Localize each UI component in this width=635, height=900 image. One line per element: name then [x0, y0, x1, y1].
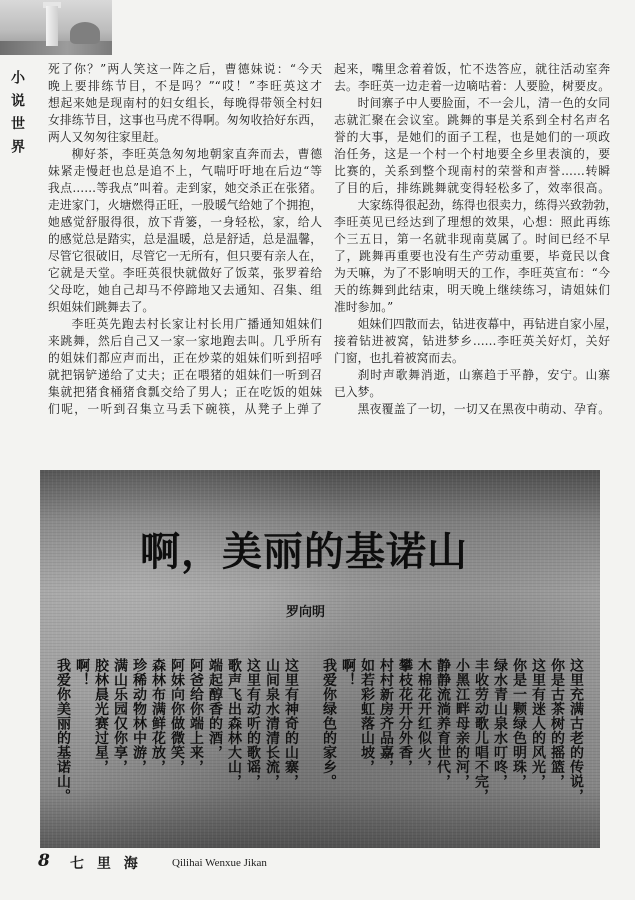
story-line: 天的练舞到此结束，明天晚上继续练习，请姐妹们: [334, 283, 610, 297]
story-line: 就把锅铲递给了丈夫；正在喂猪的姐妹们一听到召: [48, 368, 322, 382]
story-right-column: [334, 61, 618, 418]
story-line: 姐妹们四散而去，钻进夜幕中，再钻进自家小屋，: [357, 317, 618, 331]
story-line: 来跳舞，然后自己又一家一家地跑去叫。几乎所有: [48, 334, 322, 348]
lighthouse-icon: [46, 6, 58, 46]
poem-line: 你是古茶树的摇篮，: [549, 658, 565, 789]
header-photo: [0, 0, 112, 55]
story-line: 走进家门，火塘燃得正旺，一股暖气给她了个拥抱，: [48, 198, 322, 212]
story-line: 晚上要排练节目，不是吗？”“哎！”李旺英这才: [48, 79, 322, 93]
story-line: 准时参加。”: [334, 300, 394, 314]
story-line: 织姐妹们跳舞去了。: [48, 300, 155, 314]
poem-line: 这里有神奇的山寨，: [283, 658, 299, 789]
poem-stanza-left: [53, 658, 300, 818]
story-line: 妹紧走慢赶也总是追不上，气喘吁吁地在后边“等: [48, 164, 322, 178]
poem-title: 啊，美丽的基诺山: [140, 529, 468, 575]
story-line: 两人又匆匆往家里赶。: [48, 130, 166, 144]
story-line: 时间寨子中人要脸面，不一会儿，清一色的女同: [357, 96, 610, 110]
poem-block: [40, 470, 600, 848]
poem-line: 我爱你美丽的基诺山。: [55, 658, 71, 803]
magazine-name: 七 里 海: [70, 856, 142, 872]
poem-line: 丰收劳动歌儿唱不完，: [473, 658, 489, 803]
poem-line: 你是一颗绿色明珠，: [511, 658, 527, 789]
poem-line: 小黑江畔母亲的河，: [454, 658, 470, 789]
section-label: 小说世界: [9, 70, 25, 162]
story-line: 誉的大事，是她们的面子工程，也是她们的一项政: [334, 130, 610, 144]
poem-line: 啊！: [340, 658, 356, 687]
poem-line: 胶林晨光赛过星，: [93, 658, 109, 774]
poem-line: 静静流淌养育世代，: [435, 658, 451, 789]
poem-line: 木棉花开红似火，: [416, 658, 432, 774]
story-line: 父母吃，她自己却马不停蹄地又去通知、召集、组: [48, 283, 322, 297]
poem-line: 森林布满鲜花放，: [150, 658, 166, 774]
story-line: 大家练得很起劲，练得也很卖力，练得兴致勃勃，: [357, 198, 618, 212]
poem-line: 阿爸给你端上来，: [188, 658, 204, 774]
poem-line: 村村新房齐品嘉，: [378, 658, 394, 774]
poem-line: 这里有迷人的风光，: [530, 658, 546, 789]
poem-line: 啊！: [74, 658, 90, 687]
poem-line: 歌声飞出森林大山，: [226, 658, 242, 789]
page-number: 8: [38, 851, 50, 871]
story-line: 集就把猪食桶猪食瓢交给了男人；正在吃饭的姐妹: [48, 385, 322, 399]
poem-author: 罗向明: [286, 605, 326, 620]
poem-stanza-right: [319, 658, 585, 818]
poem-line: 满山乐园仅你享，: [112, 658, 128, 774]
poem-line: 如若彩虹落山坡，: [359, 658, 375, 774]
story-line: 的感觉总是踏实，总是温暖，总是舒适，总是温馨，: [48, 232, 322, 246]
story-line: 尽管它很破旧，尽管它一无所有，但只要有亲人在，: [48, 249, 322, 263]
story-line: 我点……等我点”叫着。走到家，她交杀正在张猪。: [48, 181, 322, 195]
story-line: 刹时声歌舞消逝，山寨趋于平静，安宁。山寨: [357, 368, 610, 382]
story-line: 志就汇聚在会议室。跳舞的事是关系到全村名声名: [334, 113, 610, 127]
story-line: 们呢，一听到召集立马丢下碗筷，从凳子上弹了: [48, 402, 322, 416]
story-line: 门窗，也扎着被窝而去。: [334, 351, 464, 365]
story-line: 死了你？”两人笑这一阵之后，曹德妹说：“今天: [48, 62, 322, 76]
story-line: 了目的后，排练跳舞就变得轻松多了，效率很高。: [334, 181, 610, 195]
story-line: 她感觉舒服得很，放下背篓，一身轻松，家，给人: [48, 215, 322, 229]
story-line: 接着钻进被窝，钻进梦乡……李旺英关好灯，关好: [334, 334, 610, 348]
story-line: 它就是天堂。李旺英很快就做好了饭菜，张罗着给: [48, 266, 322, 280]
story-left-column: [48, 61, 322, 418]
poem-line: 阿妹向你做微笑，: [169, 658, 185, 774]
story-line: 为天嘛，为了不影响明天的工作，李旺英宣布：“今: [334, 266, 610, 280]
story-line: 治任务，这是一个村一个村地要全乡里表演的，要: [334, 147, 610, 161]
story-line: 去。李旺英一边走着一边嘀咕着：人要脸，树要皮。: [334, 79, 610, 93]
story-line: 李旺英见已经达到了理想的效果，心想：照此再练: [334, 215, 610, 229]
poem-line: 绿水青山泉水叮咚，: [492, 658, 508, 789]
poem-line: 山间泉水清清长流，: [264, 658, 280, 789]
story-line: 黑夜覆盖了一切，一切又在黑夜中萌动、孕育。: [357, 402, 610, 416]
poem-line: 珍稀动物林中游，: [131, 658, 147, 774]
story-line: 女排练节目，这事也马虎不得啊。匆匆收拾好东西，: [48, 113, 322, 127]
poem-line: 我爱你绿色的家乡。: [321, 658, 337, 789]
photo-tree: [70, 22, 100, 44]
poem-line: 这里充满古老的传说，: [568, 658, 584, 803]
story-line: 李旺英先跑去村长家让村长用广播通知姐妹们: [71, 317, 322, 331]
poem-line: 攀枝花开分外香，: [397, 658, 413, 774]
poem-line: 这里有动听的歌谣，: [245, 658, 261, 789]
story-line: 个三五日，第一名就非现南莫属了。时间已经不早: [334, 232, 610, 246]
story-line: 比赛的，关系到整个现南村的荣誉和声誉……转瞬: [334, 164, 610, 178]
magazine-pinyin: Qilihai Wenxue Jikan: [172, 857, 267, 869]
story-line: 了，跳舞再重要也没有生产劳动重要，毕竟民以食: [334, 249, 610, 263]
story-line: 已入梦。: [334, 385, 382, 399]
story-line: 的姐妹们都应声而出，正在炒菜的姐妹们听到招呼: [48, 351, 322, 365]
poem-line: 端起醇香的酒，: [207, 658, 223, 760]
story-line: 柳好茶，李旺英急匆匆地朝家直奔而去，曹德: [71, 147, 322, 161]
story-line: 想起来她是现南村的妇女组长，每晚得带领全村妇: [48, 96, 322, 110]
story-line: 起来，嘴里念着着饭，忙不迭答应，就往活动室奔: [334, 62, 610, 76]
